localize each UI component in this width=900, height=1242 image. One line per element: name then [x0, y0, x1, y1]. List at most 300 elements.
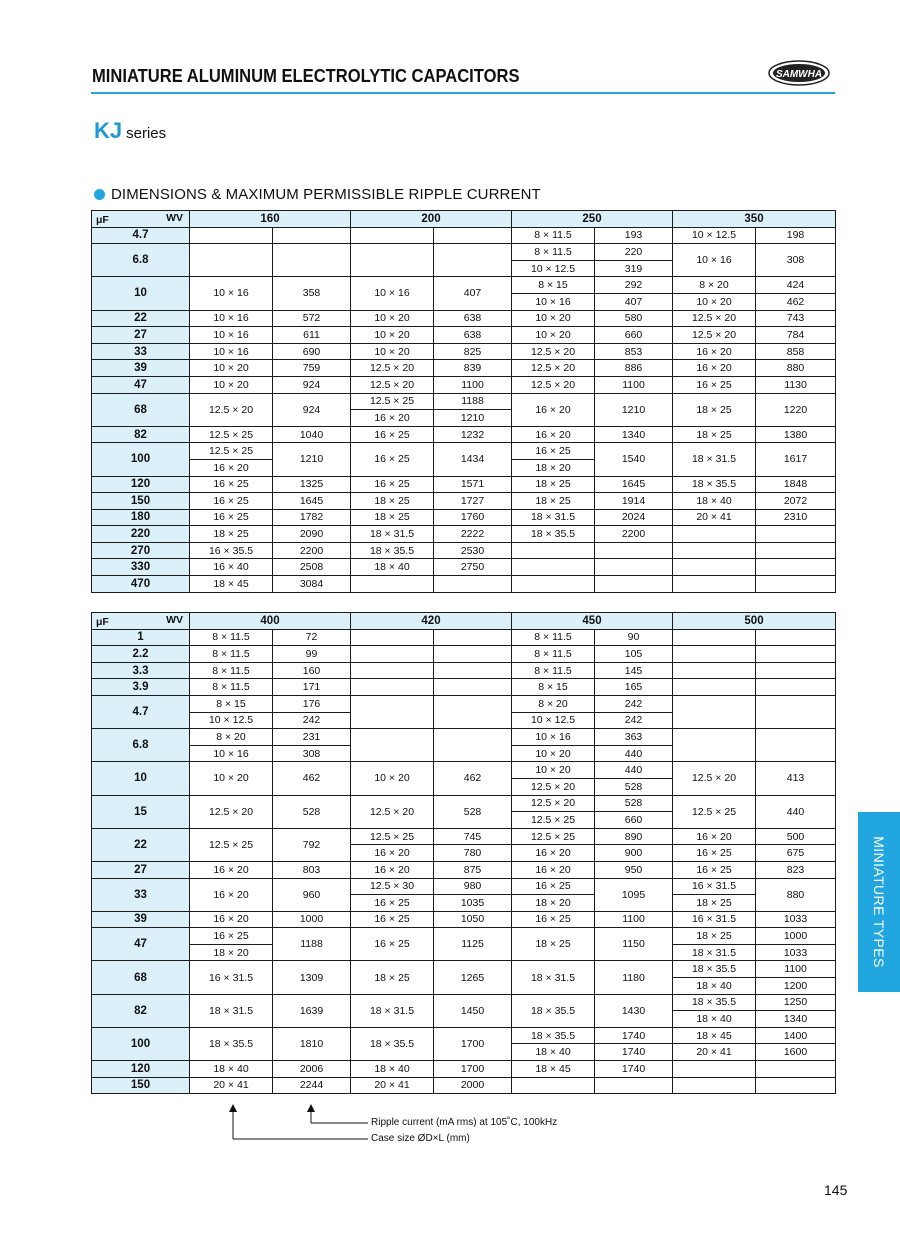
ripple-cell: 2508: [273, 559, 351, 576]
table-row: [92, 1077, 836, 1094]
table-row: [92, 994, 836, 1011]
empty-cell: [351, 662, 434, 679]
case-size-cell: 8 × 20: [190, 729, 273, 746]
case-size-cell: 10 × 16: [190, 343, 273, 360]
side-tab-label: MINIATURE TYPES: [871, 836, 887, 968]
empty-cell: [756, 629, 836, 646]
case-size-cell: 16 × 20: [512, 861, 595, 878]
case-size-cell: 16 × 20: [673, 828, 756, 845]
case-size-cell: 16 × 25: [512, 443, 595, 460]
capacitance-cell: 3.3: [92, 662, 190, 679]
case-size-cell: 12.5 × 20: [351, 795, 434, 828]
ripple-cell: 1000: [756, 928, 836, 945]
case-size-cell: 16 × 31.5: [190, 961, 273, 994]
capacitance-cell: 100: [92, 443, 190, 476]
case-size-cell: 10 × 20: [351, 762, 434, 795]
ripple-cell: 1740: [595, 1061, 673, 1078]
table-row: [92, 1061, 836, 1078]
ripple-cell: 1188: [434, 393, 512, 410]
ripple-cell: 440: [595, 745, 673, 762]
case-size-cell: 18 × 31.5: [673, 944, 756, 961]
ripple-cell: 462: [756, 293, 836, 310]
ripple-cell: 165: [595, 679, 673, 696]
capacitance-cell: 39: [92, 360, 190, 377]
ripple-cell: 1639: [273, 994, 351, 1027]
case-size-cell: 8 × 11.5: [512, 646, 595, 663]
ripple-cell: 1200: [756, 978, 836, 995]
ripple-cell: 242: [595, 712, 673, 729]
case-size-cell: 18 × 40: [673, 978, 756, 995]
empty-cell: [756, 646, 836, 663]
empty-cell: [512, 559, 595, 576]
case-size-cell: 16 × 20: [351, 410, 434, 427]
case-size-cell: 16 × 25: [351, 443, 434, 476]
series-code: KJ: [94, 118, 123, 143]
table-row: [92, 426, 836, 443]
ripple-cell: 413: [756, 762, 836, 795]
case-size-cell: 18 × 45: [673, 1027, 756, 1044]
case-size-cell: 16 × 25: [351, 476, 434, 493]
case-size-cell: 8 × 11.5: [190, 662, 273, 679]
ripple-cell: 358: [273, 277, 351, 310]
case-size-cell: 16 × 25: [351, 911, 434, 928]
ripple-cell: 960: [273, 878, 351, 911]
table-row: [92, 310, 836, 327]
case-size-cell: 10 × 20: [190, 360, 273, 377]
case-size-cell: 16 × 40: [190, 559, 273, 576]
case-size-cell: 16 × 20: [190, 861, 273, 878]
ripple-cell: 1700: [434, 1027, 512, 1060]
capacitance-cell: 120: [92, 476, 190, 493]
capacitance-cell: 3.9: [92, 679, 190, 696]
case-size-cell: 16 × 31.5: [673, 878, 756, 895]
empty-cell: [434, 662, 512, 679]
case-size-cell: 18 × 25: [512, 476, 595, 493]
table-row: [92, 559, 836, 576]
voltage-header: 200: [351, 211, 512, 228]
ripple-cell: 890: [595, 828, 673, 845]
header-row: [92, 613, 836, 630]
capacitance-cell: 150: [92, 1077, 190, 1094]
ripple-cell: 1180: [595, 961, 673, 994]
ripple-cell: 1450: [434, 994, 512, 1027]
ripple-table-400-500v: [91, 612, 836, 1094]
table-row: [92, 679, 836, 696]
case-size-cell: 18 × 35.5: [512, 526, 595, 543]
table-row: [92, 629, 836, 646]
capacitance-cell: 10: [92, 277, 190, 310]
logo-text: SAMWHA: [775, 69, 823, 80]
ripple-cell: 743: [756, 310, 836, 327]
ripple-cell: 1760: [434, 509, 512, 526]
case-size-cell: 10 × 20: [673, 293, 756, 310]
page-title: MINIATURE ALUMINUM ELECTROLYTIC CAPACITORS: [92, 66, 520, 86]
ripple-cell: 72: [273, 629, 351, 646]
case-size-cell: 12.5 × 25: [190, 443, 273, 460]
case-size-cell: 12.5 × 20: [512, 795, 595, 812]
case-size-cell: 10 × 16: [351, 277, 434, 310]
ripple-cell: 363: [595, 729, 673, 746]
ripple-cell: 1848: [756, 476, 836, 493]
case-size-cell: 10 × 16: [190, 310, 273, 327]
capacitance-cell: 47: [92, 928, 190, 961]
case-size-cell: 8 × 15: [512, 679, 595, 696]
ripple-cell: 292: [595, 277, 673, 294]
empty-cell: [351, 576, 434, 593]
ripple-cell: 803: [273, 861, 351, 878]
case-size-cell: 18 × 40: [673, 1011, 756, 1028]
case-size-cell: 12.5 × 20: [351, 360, 434, 377]
case-size-cell: 10 × 16: [190, 327, 273, 344]
case-size-cell: 12.5 × 25: [673, 795, 756, 828]
ripple-cell: 1340: [756, 1011, 836, 1028]
case-size-cell: 18 × 40: [190, 1061, 273, 1078]
empty-cell: [673, 576, 756, 593]
empty-cell: [756, 662, 836, 679]
case-size-cell: 16 × 25: [512, 878, 595, 895]
case-size-cell: 18 × 31.5: [512, 961, 595, 994]
empty-cell: [756, 695, 836, 728]
empty-cell: [434, 227, 512, 244]
case-size-cell: 16 × 20: [512, 845, 595, 862]
ripple-cell: 853: [595, 343, 673, 360]
empty-cell: [673, 559, 756, 576]
ripple-cell: 1727: [434, 493, 512, 510]
ripple-cell: 1340: [595, 426, 673, 443]
table-row: [92, 795, 836, 812]
case-size-cell: 16 × 20: [190, 878, 273, 911]
case-size-cell: 10 × 20: [512, 762, 595, 779]
capacitance-cell: 27: [92, 327, 190, 344]
case-size-cell: 16 × 35.5: [190, 542, 273, 559]
unit-label: μF: [96, 615, 109, 628]
case-size-cell: 16 × 31.5: [673, 911, 756, 928]
ripple-cell: 1125: [434, 928, 512, 961]
section-title: [94, 186, 541, 203]
case-size-cell: 20 × 41: [351, 1077, 434, 1094]
case-size-cell: 18 × 25: [673, 928, 756, 945]
case-size-cell: 16 × 25: [190, 493, 273, 510]
ripple-cell: 1265: [434, 961, 512, 994]
case-size-cell: 10 × 20: [351, 343, 434, 360]
case-size-cell: 10 × 12.5: [673, 227, 756, 244]
capacitance-cell: 270: [92, 542, 190, 559]
legend-arrows: [225, 1104, 375, 1144]
case-size-cell: 10 × 16: [673, 244, 756, 277]
ripple-cell: 924: [273, 376, 351, 393]
case-size-cell: 12.5 × 20: [673, 310, 756, 327]
case-size-cell: 18 × 25: [673, 393, 756, 426]
unit-label: μF: [96, 213, 109, 226]
empty-cell: [756, 526, 836, 543]
ripple-cell: 1100: [756, 961, 836, 978]
case-size-cell: 16 × 25: [673, 376, 756, 393]
ripple-cell: 1740: [595, 1027, 673, 1044]
voltage-header: 250: [512, 211, 673, 228]
empty-cell: [756, 542, 836, 559]
ripple-cell: 875: [434, 861, 512, 878]
capacitance-cell: 220: [92, 526, 190, 543]
empty-cell: [673, 629, 756, 646]
ripple-cell: 2750: [434, 559, 512, 576]
capacitance-cell: 15: [92, 795, 190, 828]
case-size-cell: 10 × 16: [190, 277, 273, 310]
empty-cell: [434, 646, 512, 663]
case-size-cell: 10 × 20: [512, 745, 595, 762]
case-size-cell: 16 × 25: [512, 911, 595, 928]
empty-cell: [434, 695, 512, 728]
empty-cell: [512, 1077, 595, 1094]
ripple-cell: 1232: [434, 426, 512, 443]
case-size-cell: 12.5 × 25: [351, 393, 434, 410]
empty-cell: [595, 1077, 673, 1094]
ripple-cell: 2310: [756, 509, 836, 526]
ripple-cell: 1040: [273, 426, 351, 443]
case-size-cell: 12.5 × 20: [190, 795, 273, 828]
ripple-cell: 1095: [595, 878, 673, 911]
empty-cell: [351, 646, 434, 663]
ripple-cell: 784: [756, 327, 836, 344]
empty-cell: [673, 1061, 756, 1078]
case-size-cell: 12.5 × 30: [351, 878, 434, 895]
ripple-cell: 886: [595, 360, 673, 377]
case-size-cell: 18 × 20: [512, 895, 595, 912]
ripple-cell: 1645: [273, 493, 351, 510]
case-size-cell: 12.5 × 20: [673, 762, 756, 795]
case-size-cell: 18 × 25: [512, 493, 595, 510]
case-size-cell: 18 × 25: [512, 928, 595, 961]
ripple-cell: 462: [273, 762, 351, 795]
capacitance-cell: 22: [92, 310, 190, 327]
case-size-cell: 10 × 20: [190, 762, 273, 795]
case-size-cell: 8 × 20: [673, 277, 756, 294]
ripple-cell: 105: [595, 646, 673, 663]
empty-cell: [351, 729, 434, 762]
capacitance-cell: 4.7: [92, 695, 190, 728]
case-size-cell: 18 × 25: [351, 493, 434, 510]
case-size-cell: 16 × 25: [190, 928, 273, 945]
ripple-cell: 611: [273, 327, 351, 344]
case-size-cell: 16 × 20: [351, 861, 434, 878]
ripple-cell: 1000: [273, 911, 351, 928]
ripple-cell: 1914: [595, 493, 673, 510]
empty-cell: [595, 576, 673, 593]
ripple-cell: 900: [595, 845, 673, 862]
capacitance-cell: 330: [92, 559, 190, 576]
capacitance-cell: 6.8: [92, 244, 190, 277]
case-size-cell: 10 × 16: [512, 729, 595, 746]
empty-cell: [434, 679, 512, 696]
capacitance-cell: 100: [92, 1027, 190, 1060]
case-size-cell: 16 × 20: [512, 393, 595, 426]
ripple-cell: 638: [434, 310, 512, 327]
ripple-cell: 1210: [434, 410, 512, 427]
ripple-cell: 823: [756, 861, 836, 878]
ripple-cell: 980: [434, 878, 512, 895]
table-row: [92, 762, 836, 779]
empty-cell: [351, 244, 434, 277]
ripple-cell: 1309: [273, 961, 351, 994]
case-size-cell: 12.5 × 25: [512, 828, 595, 845]
empty-cell: [756, 559, 836, 576]
case-size-cell: 18 × 35.5: [673, 994, 756, 1011]
ripple-cell: 145: [595, 662, 673, 679]
capacitance-cell: 68: [92, 393, 190, 426]
case-size-cell: 18 × 40: [512, 1044, 595, 1061]
case-size-cell: 16 × 20: [190, 911, 273, 928]
capacitance-cell: 33: [92, 343, 190, 360]
case-size-cell: 10 × 16: [190, 745, 273, 762]
ripple-cell: 825: [434, 343, 512, 360]
case-size-cell: 12.5 × 25: [190, 426, 273, 443]
ripple-cell: 99: [273, 646, 351, 663]
wv-label: WV: [166, 614, 183, 626]
empty-cell: [273, 244, 351, 277]
ripple-cell: 745: [434, 828, 512, 845]
capacitance-cell: 27: [92, 861, 190, 878]
ripple-cell: 1220: [756, 393, 836, 426]
case-size-cell: 18 × 35.5: [673, 961, 756, 978]
ripple-cell: 580: [595, 310, 673, 327]
ripple-cell: 572: [273, 310, 351, 327]
empty-cell: [512, 576, 595, 593]
ripple-cell: 1100: [434, 376, 512, 393]
case-size-cell: 10 × 12.5: [512, 712, 595, 729]
voltage-header: 420: [351, 613, 512, 630]
table-row: [92, 729, 836, 746]
ripple-cell: 1810: [273, 1027, 351, 1060]
corner-cell: [92, 211, 190, 228]
case-size-cell: 18 × 31.5: [351, 994, 434, 1027]
empty-cell: [351, 695, 434, 728]
case-size-cell: 18 × 40: [673, 493, 756, 510]
ripple-cell: 1617: [756, 443, 836, 476]
ripple-cell: 176: [273, 695, 351, 712]
capacitance-cell: 120: [92, 1061, 190, 1078]
case-size-cell: 16 × 25: [190, 476, 273, 493]
case-size-cell: 18 × 25: [351, 509, 434, 526]
case-size-cell: 18 × 20: [512, 459, 595, 476]
case-size-cell: 18 × 25: [351, 961, 434, 994]
ripple-cell: 90: [595, 629, 673, 646]
case-size-cell: 10 × 20: [351, 327, 434, 344]
capacitance-cell: 82: [92, 426, 190, 443]
empty-cell: [434, 629, 512, 646]
table-row: [92, 911, 836, 928]
case-size-cell: 10 × 20: [190, 376, 273, 393]
ripple-cell: 528: [273, 795, 351, 828]
empty-cell: [673, 1077, 756, 1094]
empty-cell: [673, 646, 756, 663]
voltage-header: 450: [512, 613, 673, 630]
series-heading: [94, 118, 166, 144]
empty-cell: [673, 695, 756, 728]
capacitance-cell: 47: [92, 376, 190, 393]
empty-cell: [190, 244, 273, 277]
case-size-cell: 18 × 40: [351, 1061, 434, 1078]
table-row: [92, 526, 836, 543]
table-row: [92, 646, 836, 663]
empty-cell: [595, 542, 673, 559]
case-size-cell: 10 × 20: [512, 310, 595, 327]
empty-cell: [273, 227, 351, 244]
ripple-cell: 1325: [273, 476, 351, 493]
ripple-cell: 231: [273, 729, 351, 746]
ripple-cell: 198: [756, 227, 836, 244]
ripple-cell: 308: [756, 244, 836, 277]
ripple-cell: 242: [595, 695, 673, 712]
table-row: [92, 376, 836, 393]
capacitance-cell: 6.8: [92, 729, 190, 762]
ripple-cell: 1782: [273, 509, 351, 526]
side-tab: [858, 812, 900, 992]
case-size-cell: 12.5 × 20: [512, 343, 595, 360]
case-size-cell: 16 × 20: [190, 459, 273, 476]
case-size-cell: 12.5 × 20: [351, 376, 434, 393]
ripple-cell: 1380: [756, 426, 836, 443]
corner-cell: [92, 613, 190, 630]
ripple-cell: 2222: [434, 526, 512, 543]
ripple-cell: 1434: [434, 443, 512, 476]
empty-cell: [512, 542, 595, 559]
ripple-cell: 1645: [595, 476, 673, 493]
case-size-cell: 16 × 20: [673, 343, 756, 360]
empty-cell: [673, 542, 756, 559]
empty-cell: [190, 227, 273, 244]
case-size-cell: 18 × 40: [351, 559, 434, 576]
capacitance-cell: 33: [92, 878, 190, 911]
case-size-cell: 20 × 41: [190, 1077, 273, 1094]
ripple-cell: 2006: [273, 1061, 351, 1078]
bullet-icon: [94, 189, 105, 200]
ripple-cell: 1600: [756, 1044, 836, 1061]
ripple-cell: 924: [273, 393, 351, 426]
table-row: [92, 695, 836, 712]
case-size-cell: 16 × 25: [190, 509, 273, 526]
ripple-table-160-350v: [91, 210, 836, 593]
case-size-cell: 16 × 25: [351, 928, 434, 961]
case-size-cell: 20 × 41: [673, 1044, 756, 1061]
ripple-cell: 308: [273, 745, 351, 762]
empty-cell: [673, 526, 756, 543]
empty-cell: [756, 576, 836, 593]
wv-label: WV: [166, 212, 183, 224]
ripple-cell: 638: [434, 327, 512, 344]
table-row: [92, 277, 836, 294]
table-row: [92, 662, 836, 679]
empty-cell: [595, 559, 673, 576]
table-row: [92, 828, 836, 845]
case-size-cell: 10 × 12.5: [190, 712, 273, 729]
ripple-cell: 1100: [595, 911, 673, 928]
case-size-cell: 16 × 25: [351, 426, 434, 443]
case-size-cell: 10 × 12.5: [512, 260, 595, 277]
table-row: [92, 227, 836, 244]
table-row: [92, 509, 836, 526]
voltage-header: 500: [673, 613, 836, 630]
case-size-cell: 16 × 25: [673, 861, 756, 878]
ripple-cell: 880: [756, 360, 836, 377]
ripple-cell: 660: [595, 812, 673, 829]
case-size-cell: 8 × 11.5: [190, 629, 273, 646]
case-size-cell: 18 × 35.5: [673, 476, 756, 493]
table-row: [92, 443, 836, 460]
empty-cell: [351, 227, 434, 244]
table-row: [92, 1027, 836, 1044]
ripple-cell: 193: [595, 227, 673, 244]
case-size-cell: 18 × 45: [512, 1061, 595, 1078]
ripple-cell: 1700: [434, 1061, 512, 1078]
